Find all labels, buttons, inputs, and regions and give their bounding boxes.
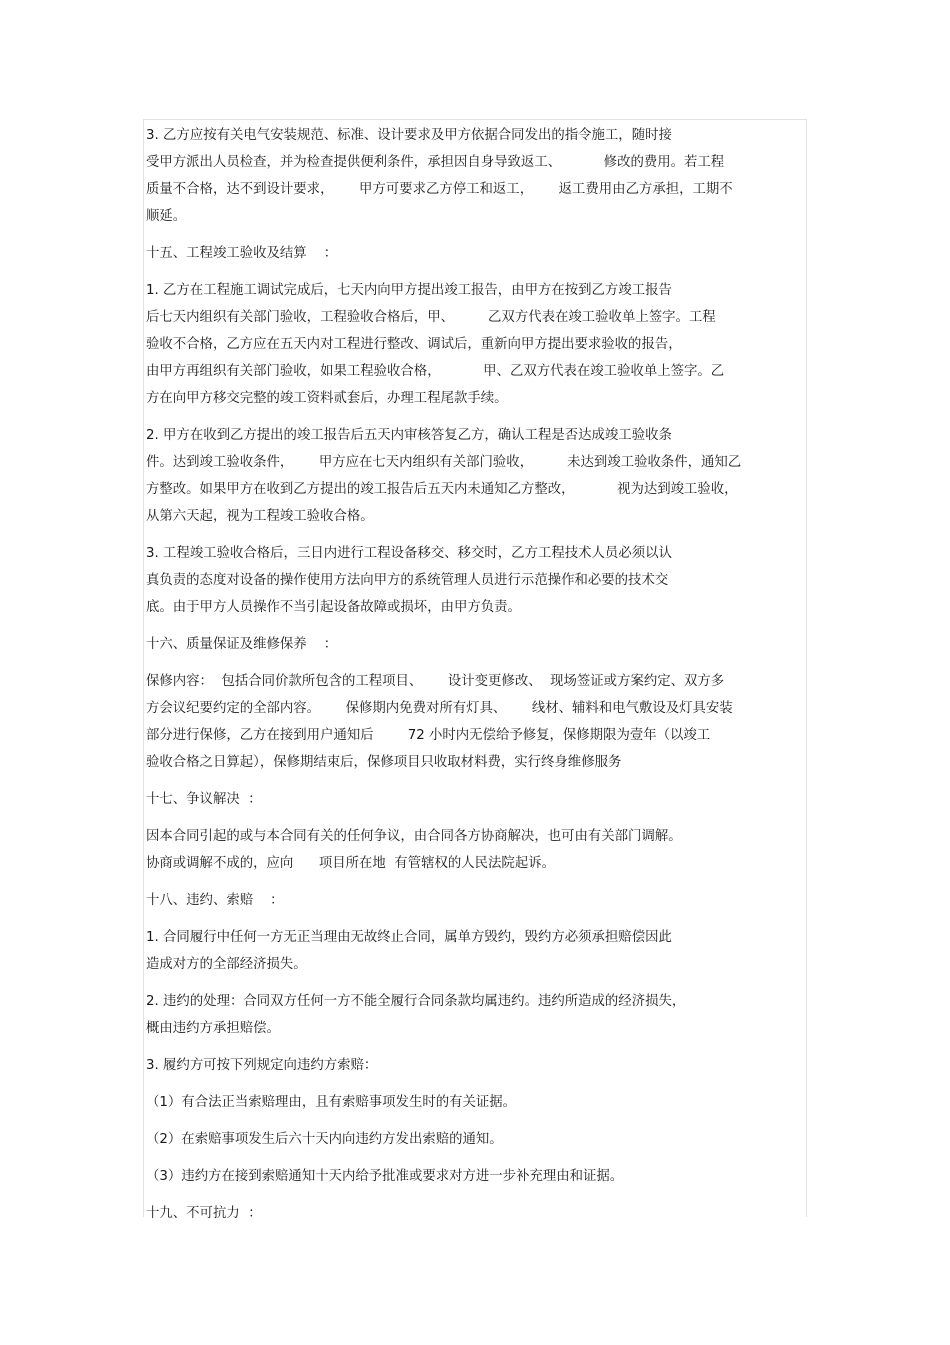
clause-paragraph (146, 1052, 796, 1079)
clause-paragraph (146, 277, 796, 412)
text-line: 顺延。 (146, 209, 187, 224)
text-line: （1）有合法正当索赔理由，且有索赔事项发生时的有关证据。 (146, 1095, 517, 1110)
text-line: 验收合格之日算起），保修期结束后，保修项目只收取材料费，实行终身维修服务 (146, 755, 622, 770)
clause-paragraph (146, 988, 796, 1042)
clause-paragraph (146, 422, 796, 530)
text-line: 底。由于甲方人员操作不当引起设备故障或损坏，由甲方负责。 (146, 600, 521, 615)
text-line: 1. 合同履行中任何一方无正当理由无故终止合同，属单方毁约，毁约方必须承担赔偿因此 (146, 930, 672, 945)
clause-paragraph (146, 1089, 796, 1116)
text-line: 方会议纪要约定的全部内容。 保修期内免费对所有灯具、 线材、辅料和电气敷设及灯具安装 (146, 701, 733, 716)
text-line: 十七、争议解决 ： (146, 792, 262, 807)
text-line: 3. 乙方应按有关电气安装规范、标准、设计要求及甲方依据合同发出的指令施工，随时接 (146, 128, 672, 143)
text-line: 十五、工程竣工验收及结算 ： (146, 246, 338, 261)
clause-paragraph (146, 823, 796, 877)
contract-text (146, 122, 796, 1237)
page-border-right (806, 119, 807, 1217)
text-line: 十九、不可抗力 ： (146, 1206, 262, 1221)
clause-paragraph (146, 122, 796, 230)
text-line: 2. 违约的处理：合同双方任何一方不能全履行合同条款均属违约。违约所造成的经济损失， (146, 994, 686, 1009)
text-line: 保修内容： 包括合同价款所包含的工程项目、 设计变更修改、 现场签证或方案约定、双方多 (146, 674, 725, 689)
page-border-top (143, 119, 807, 120)
text-line: 真负责的态度对设备的操作使用方法向甲方的系统管理人员进行示范操作和必要的技术交 (146, 573, 669, 588)
page-border-left (143, 119, 144, 1217)
clause-paragraph (146, 668, 796, 776)
text-line: 件。达到竣工验收条件， 甲方应在七天内组织有关部门验收， 未达到竣工验收条件，通知乙 (146, 455, 742, 470)
section-heading (146, 887, 796, 914)
clause-paragraph (146, 924, 796, 978)
section-heading (146, 631, 796, 658)
text-line: 3. 工程竣工验收合格后，三日内进行工程设备移交、移交时，乙方工程技术人员必须以认 (146, 546, 672, 561)
section-heading (146, 1200, 796, 1227)
text-line: 方在向甲方移交完整的竣工资料贰套后，办理工程尾款手续。 (146, 391, 508, 406)
text-line: （3）违约方在接到索赔通知十天内给予批准或要求对方进一步补充理由和证据。 (146, 1169, 624, 1184)
text-line: 1. 乙方在工程施工调试完成后，七天内向甲方提出竣工报告，由甲方在按到乙方竣工报告 (146, 283, 672, 298)
text-line: 因本合同引起的或与本合同有关的任何争议，由合同各方协商解决，也可由有关部门调解。 (146, 829, 682, 844)
text-line: 方整改。如果甲方在收到乙方提出的竣工报告后五天内未通知乙方整改， 视为达到竣工验收， (146, 482, 738, 497)
clause-paragraph (146, 1126, 796, 1153)
text-line: 协商或调解不成的，应向 项目所在地 有管辖权的人民法院起诉。 (146, 856, 555, 871)
text-line: 后七天内组织有关部门验收，工程验收合格后，甲、 乙双方代表在竣工验收单上签字。工程 (146, 310, 716, 325)
text-line: 受甲方派出人员检查，并为检查提供便利条件，承担因自身导致返工、 修改的费用。若工程 (146, 155, 725, 170)
clause-paragraph (146, 1163, 796, 1190)
text-line: 十六、质量保证及维修保养 ： (146, 637, 338, 652)
text-line: 验收不合格，乙方应在五天内对工程进行整改、调试后，重新向甲方提出要求验收的报告， (146, 337, 682, 352)
section-heading (146, 240, 796, 267)
text-line: 3. 履约方可按下列规定向违约方索赔： (146, 1058, 378, 1073)
clause-paragraph (146, 540, 796, 621)
text-line: 从第六天起，视为工程竣工验收合格。 (146, 509, 374, 524)
text-line: 十八、违约、索赔 ： (146, 893, 284, 908)
text-line: 质量不合格，达不到设计要求， 甲方可要求乙方停工和返工， 返工费用由乙方承担，工期不 (146, 182, 733, 197)
text-line: 概由违约方承担赔偿。 (146, 1021, 280, 1036)
text-line: （2）在索赔事项发生后六十天内向违约方发出索赔的通知。 (146, 1132, 503, 1147)
text-line: 部分进行保修，乙方在接到用户通知后 72 小时内无偿给予修复，保修期限为壹年（以竣工 (146, 728, 711, 743)
section-heading (146, 786, 796, 813)
text-line: 造成对方的全部经济损失。 (146, 957, 307, 972)
text-line: 2. 甲方在收到乙方提出的竣工报告后五天内审核答复乙方，确认工程是否达成竣工验收条 (146, 428, 672, 443)
text-line: 由甲方再组织有关部门验收，如果工程验收合格， 甲、乙双方代表在竣工验收单上签字。乙 (146, 364, 725, 379)
